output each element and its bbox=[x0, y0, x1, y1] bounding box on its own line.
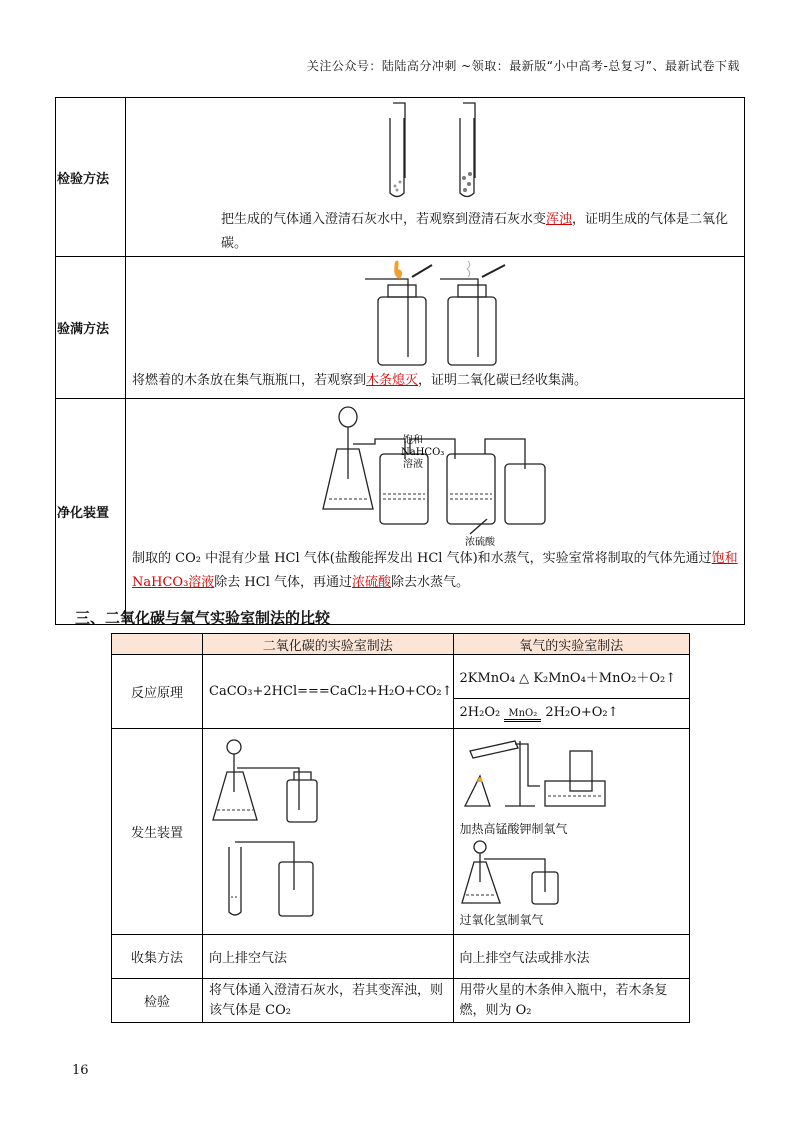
purify-text-pre: 制取的 CO₂ 中混有少量 HCl 气体(盐酸能挥发出 HCl 气体)和水蒸气，实验室常将制取的气体先通过 bbox=[132, 551, 712, 566]
purification-figure bbox=[315, 399, 555, 547]
purify-key-h2so4: 浓硫酸 bbox=[352, 575, 392, 590]
test-label: 检验 bbox=[112, 979, 203, 1023]
kmno4-apparatus-figure bbox=[460, 736, 610, 816]
purify-text-post: 除去水蒸气。 bbox=[391, 575, 470, 590]
h2o2-apparatus-figure bbox=[460, 837, 580, 907]
fullcheck-text-pre: 将燃着的木条放在集气瓶瓶口，若观察到 bbox=[132, 373, 367, 388]
table-row bbox=[112, 979, 690, 1023]
header-empty bbox=[112, 634, 203, 655]
co2-apparatus-figure bbox=[209, 732, 419, 927]
caption-kmno4: 加热高锰酸钾制氧气 bbox=[459, 821, 568, 836]
table-row bbox=[56, 257, 745, 399]
fig-label-saturated: 饱和 bbox=[403, 435, 423, 446]
principle-label: 反应原理 bbox=[112, 655, 203, 729]
co2-equation: CaCO₃+2HCl===CaCl₂+H₂O+CO₂↑ bbox=[203, 655, 454, 729]
fig-label-nahco3: NaHCO₃ bbox=[401, 447, 445, 458]
test-text-pre: 把生成的气体通入澄清石灰水中，若观察到澄清石灰水变 bbox=[221, 212, 547, 227]
header-o2: 氧气的实验室制法 bbox=[453, 634, 689, 655]
section-title: 三、二氧化碳与氧气实验室制法的比较 bbox=[75, 609, 331, 627]
table-row bbox=[56, 399, 745, 625]
fullcheck-key-answer: 木条熄灭 bbox=[366, 373, 419, 388]
co2-test: 将气体通入澄清石灰水，若其变浑浊，则该气体是 CO₂ bbox=[203, 979, 454, 1023]
fig-label-h2so4: 浓硫酸 bbox=[465, 537, 495, 547]
row-label: 检验方法 bbox=[56, 98, 126, 257]
page-number: 16 bbox=[72, 1063, 89, 1078]
table-row bbox=[112, 729, 690, 935]
page-header: 关注公众号：陆陆高分冲刺 ~领取：最新版“小中高考-总复习”、最新试卷下载 bbox=[306, 59, 740, 73]
o2-equation-h2o2-left: 2H₂O₂ bbox=[459, 705, 501, 720]
caption-h2o2: 过氧化氢制氧气 bbox=[459, 912, 544, 927]
table-row bbox=[112, 935, 690, 979]
test-tube-figure bbox=[345, 98, 525, 208]
purify-key-nahco3: 饱和 NaHCO₃溶液 bbox=[132, 551, 738, 590]
test-key-answer: 浑浊 bbox=[546, 212, 573, 227]
o2-test: 用带火星的木条伸入瓶中，若木条复燃，则为 O₂ bbox=[453, 979, 689, 1023]
row-label: 验满方法 bbox=[56, 257, 126, 399]
comparison-table bbox=[111, 633, 690, 1023]
co2-collect: 向上排空气法 bbox=[203, 935, 454, 979]
o2-equation-h2o2-right: 2H₂O+O₂↑ bbox=[545, 705, 619, 720]
row-label: 净化装置 bbox=[56, 399, 126, 625]
full-check-figure bbox=[360, 257, 510, 369]
table-header-row bbox=[112, 634, 690, 655]
fullcheck-text-post: ，证明二氧化碳已经收集满。 bbox=[418, 373, 588, 388]
o2-catalyst: MnO₂ bbox=[504, 709, 541, 722]
fig-label-solution: 溶液 bbox=[403, 459, 423, 470]
o2-equation-kmno4: 2KMnO₄ △ K₂MnO₄＋MnO₂＋O₂↑ bbox=[453, 655, 689, 699]
header-co2: 二氧化碳的实验室制法 bbox=[203, 634, 454, 655]
test-text-post: ，证明生成的气体是二氧化碳。 bbox=[221, 212, 729, 251]
apparatus-label: 发生装置 bbox=[112, 729, 203, 935]
co2-method-table bbox=[55, 97, 745, 625]
purify-text-mid: 除去 HCl 气体，再通过 bbox=[214, 575, 352, 590]
collect-label: 收集方法 bbox=[112, 935, 203, 979]
table-row bbox=[56, 98, 745, 257]
table-row bbox=[112, 655, 690, 699]
o2-collect: 向上排空气法或排水法 bbox=[453, 935, 689, 979]
